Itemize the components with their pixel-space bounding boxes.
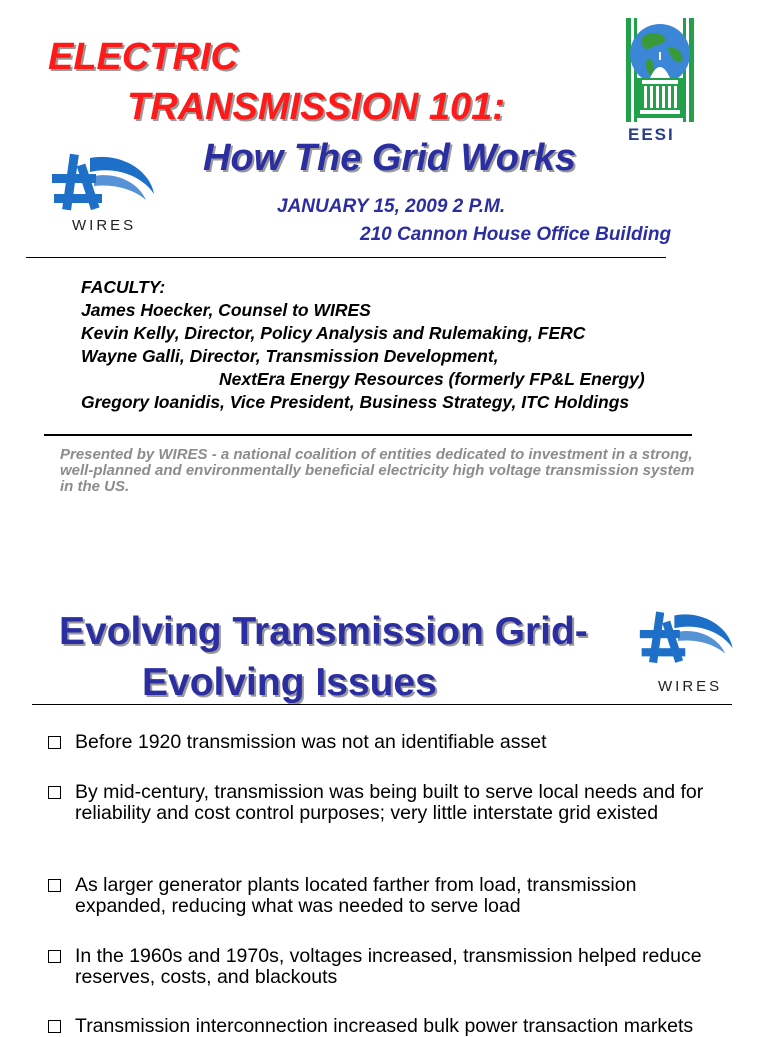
faculty-item: James Hoecker, Counsel to WIRES xyxy=(81,300,371,320)
wires-logo-text: WIRES xyxy=(658,678,723,695)
wires-logo-icon xyxy=(638,604,738,676)
event-date: JANUARY 15, 2009 2 P.M. xyxy=(277,196,506,217)
eesi-logo-text: EESI xyxy=(628,125,675,144)
slide2-title-line2: Evolving Issues xyxy=(142,661,437,704)
slide2-title-line1: Evolving Transmission Grid- xyxy=(59,610,588,653)
list-item: In the 1960s and 1970s, voltages increased, transmission helped reduce reserves, costs, and blackouts xyxy=(48,946,728,988)
eesi-globe-icon xyxy=(626,18,694,122)
wires-logo-icon xyxy=(50,150,160,220)
checkbox-bullet-icon xyxy=(48,879,61,892)
list-item: Before 1920 transmission was not an identifiable asset xyxy=(48,732,728,753)
faculty-list xyxy=(81,276,645,414)
faculty-item: Wayne Galli, Director, Transmission Development, xyxy=(81,346,499,366)
list-item: Transmission interconnection increased bulk power transaction markets xyxy=(48,1016,728,1037)
faculty-heading: FACULTY: xyxy=(81,277,166,297)
checkbox-bullet-icon xyxy=(48,950,61,963)
faculty-item-continued: NextEra Energy Resources (formerly FP&L Energy) xyxy=(219,369,645,389)
faculty-item: Kevin Kelly, Director, Policy Analysis and Rulemaking, FERC xyxy=(81,323,586,343)
slide1-title-line1: ELECTRIC xyxy=(48,36,238,78)
divider-top xyxy=(26,257,666,258)
faculty-item: Gregory Ioanidis, Vice President, Business Strategy, ITC Holdings xyxy=(81,392,630,412)
presented-by-text: Presented by WIRES - a national coalition of entities dedicated to investment in a strong, well-planned and environmentally beneficial electricity high voltage transmission system in the US. xyxy=(60,446,695,495)
wires-logo xyxy=(50,150,160,236)
checkbox-bullet-icon xyxy=(48,786,61,799)
wires-logo-slide2 xyxy=(638,604,738,696)
slide2-divider xyxy=(32,704,732,705)
wires-logo-text: WIRES xyxy=(72,217,137,234)
slide1-subtitle: How The Grid Works xyxy=(203,137,577,179)
slide1-title-line2: TRANSMISSION 101: xyxy=(127,86,505,128)
checkbox-bullet-icon xyxy=(48,1020,61,1033)
list-item: By mid-century, transmission was being built to serve local needs and for reliability and cost control purposes; very little interstate grid existed xyxy=(48,782,728,824)
list-item: As larger generator plants located farther from load, transmission expanded, reducing what was needed to serve load xyxy=(48,875,728,917)
eesi-logo xyxy=(626,18,694,146)
event-location: 210 Cannon House Office Building xyxy=(360,224,672,245)
divider-bottom xyxy=(44,434,692,436)
checkbox-bullet-icon xyxy=(48,736,61,749)
